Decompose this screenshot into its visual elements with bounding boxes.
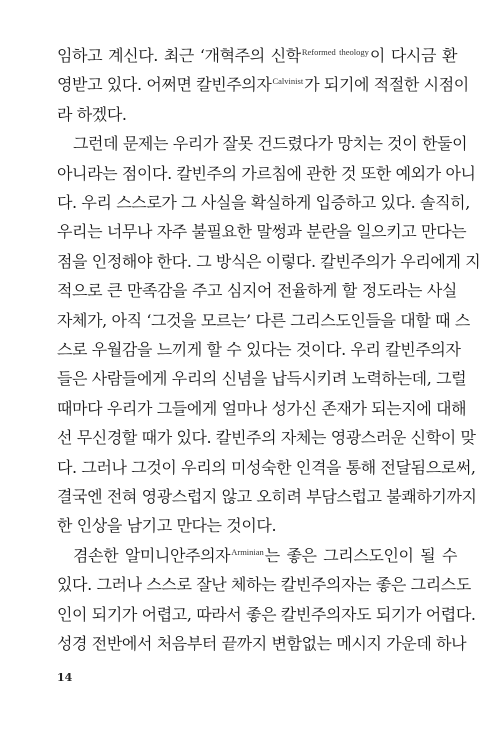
text-line: 임하고 계신다. 최근 ‘개혁주의 신학$^{Reformed theology}$이 다시금 환: [57, 46, 458, 65]
text-line: 선 무신경할 때가 있다. 칼빈주의 자체는 영광스러운 신학이 맞: [57, 428, 476, 448]
text-line: 우리는 너무나 자주 불필요한 말썽과 분란을 일으키고 만다는: [57, 222, 467, 242]
superscript-gloss: Calvinist: [272, 76, 304, 87]
text-line: 스로 우월감을 느끼게 할 수 있다는 것이다. 우리 칼빈주의자: [57, 340, 461, 359]
text-line: 라 하겠다.: [57, 104, 127, 124]
text-line: 겸손한 알미니안주의자$^{Arminian}$는 좋은 그리스도인이 될 수: [73, 545, 457, 565]
text-line: 자체가, 아직 ‘그것을 모르는’ 다른 그리스도인들을 대할 때 스: [57, 310, 470, 330]
text-line: 다. 우리 스스로가 그 사실을 확실하게 입증하고 있다. 솔직히,: [57, 193, 470, 212]
text-line: 때마다 우리가 그들에게 얼마나 성가신 존재가 되는지에 대해: [57, 398, 467, 418]
superscript-gloss: Reformed theology: [301, 47, 369, 57]
text-line: 적으로 큰 만족감을 주고 심지어 전율하게 할 정도라는 사실: [57, 281, 457, 301]
text-line: 있다. 그러나 스스로 잘난 체하는 칼빈주의자는 좋은 그리스도: [57, 575, 471, 595]
text-line: 점을 인정해야 한다. 그 방식은 이렇다. 칼빈주의가 우리에게 지: [57, 251, 481, 271]
text-line: 영받고 있다. 어쩌면 칼빈주의자$^{Calvinist}$가 되기에 적절한 시점이: [57, 75, 469, 95]
text-line: 인이 되기가 어렵고, 따라서 좋은 칼빈주의자도 되기가 어렵다.: [57, 604, 476, 624]
text-line: 다. 그러나 그것이 우리의 미성숙한 인격을 통해 전달됨으로써,: [57, 457, 476, 477]
superscript-gloss: Arminian: [231, 546, 264, 557]
page-number: 14: [57, 671, 73, 684]
text-line: 결국엔 전혀 영광스럽지 않고 오히려 부담스럽고 불쾌하기까지: [57, 487, 477, 506]
text-line: 그런데 문제는 우리가 잘못 건드렸다가 망치는 것이 한둘이: [73, 134, 468, 154]
text-line: 성경 전반에서 처음부터 끝까지 변함없는 메시지 가운데 하나: [57, 634, 467, 653]
text-line: 한 인상을 남기고 만다는 것이다.: [57, 516, 277, 536]
text-line: 아니라는 점이다. 칼빈주의 가르침에 관한 것 또한 예외가 아니: [57, 163, 476, 183]
text-line: 들은 사람들에게 우리의 신념을 납득시키려 노력하는데, 그럴: [57, 369, 467, 389]
